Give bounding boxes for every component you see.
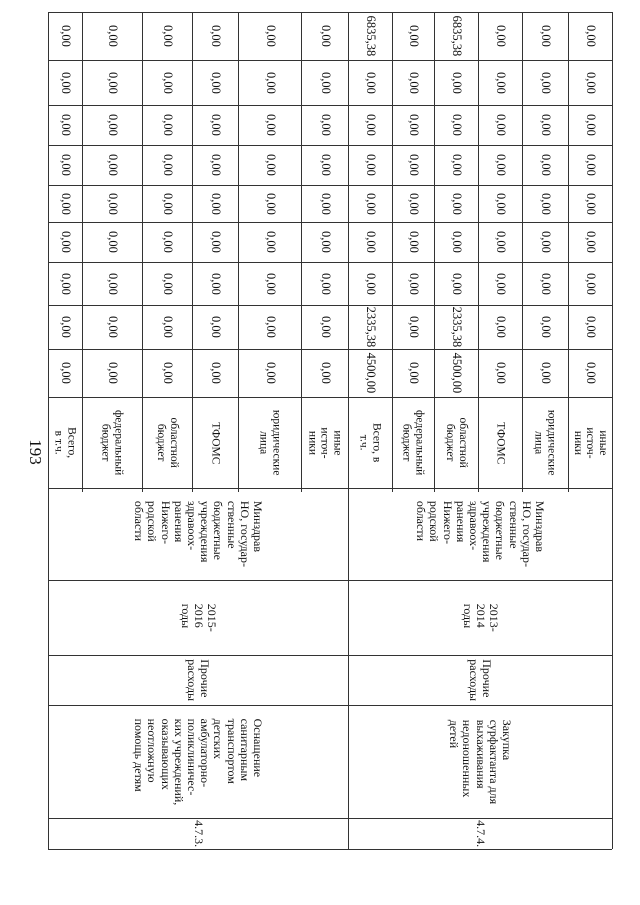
- amount-cell: 0,00: [105, 71, 120, 94]
- amount-cell: 0,00: [263, 154, 278, 176]
- amount-cell: 0,00: [208, 114, 223, 136]
- amount-cell: 0,00: [406, 316, 421, 338]
- measure-number-cell: 4.7.3.: [191, 820, 206, 847]
- amount-cell: 0,00: [363, 192, 378, 215]
- amount-cell: 0,00: [493, 362, 508, 384]
- amount-cell: 0,00: [583, 272, 598, 295]
- expense-type-cell: Прочие расходы: [466, 659, 495, 701]
- amount-cell: 0,00: [406, 71, 421, 94]
- amount-cell: 0,00: [263, 114, 278, 136]
- amount-cell: 0,00: [406, 154, 421, 176]
- amount-cell: 0,00: [493, 316, 508, 338]
- funding-source-label: Всего, в т.ч.: [358, 423, 383, 463]
- amount-cell: 0,00: [263, 71, 278, 94]
- amount-cell: 0,00: [208, 231, 223, 253]
- amount-cell: 0,00: [58, 192, 73, 215]
- amount-cell: 0,00: [105, 25, 120, 47]
- amount-cell: 0,00: [363, 114, 378, 136]
- amount-cell: 0,00: [449, 114, 464, 136]
- amount-cell: 0,00: [263, 231, 278, 253]
- amount-cell: 0,00: [208, 272, 223, 295]
- amount-cell: 0,00: [208, 192, 223, 215]
- amount-cell: 0,00: [160, 25, 175, 47]
- amount-cell: 0,00: [263, 272, 278, 295]
- amount-cell: 0,00: [493, 114, 508, 136]
- funding-source-label: юридические лица: [257, 410, 283, 476]
- amount-cell: 0,00: [318, 231, 333, 253]
- amount-cell: 0,00: [583, 71, 598, 94]
- amount-cell: 0,00: [493, 71, 508, 94]
- amount-cell: 0,00: [160, 71, 175, 94]
- amount-cell: 0,00: [58, 316, 73, 338]
- table-rule: [48, 849, 612, 850]
- amount-cell: 0,00: [538, 114, 553, 136]
- amount-cell: 0,00: [363, 272, 378, 295]
- amount-cell: 0,00: [449, 192, 464, 215]
- amount-cell: 0,00: [263, 192, 278, 215]
- amount-cell: 0,00: [263, 362, 278, 384]
- amount-cell: 0,00: [208, 71, 223, 94]
- funding-source-label: Всего, в т.ч.: [53, 427, 78, 459]
- amount-cell: 0,00: [493, 231, 508, 253]
- amount-cell: 0,00: [208, 154, 223, 176]
- amount-cell: 0,00: [58, 114, 73, 136]
- amount-cell: 0,00: [208, 316, 223, 338]
- amount-cell: 0,00: [318, 272, 333, 295]
- amount-cell: 0,00: [263, 316, 278, 338]
- amount-cell: 0,00: [363, 231, 378, 253]
- amount-cell: 0,00: [58, 272, 73, 295]
- amount-cell: 0,00: [208, 25, 223, 47]
- amount-cell: 0,00: [105, 272, 120, 295]
- amount-cell: 0,00: [318, 154, 333, 176]
- amount-cell: 2335,38: [363, 306, 378, 348]
- page-number: 193: [26, 439, 45, 465]
- amount-cell: 0,00: [538, 231, 553, 253]
- amount-cell: 6835,38: [449, 15, 464, 57]
- amount-cell: 0,00: [583, 192, 598, 215]
- measure-number-cell: 4.7.4.: [473, 820, 488, 847]
- funding-source-label: ТФОМС: [494, 421, 507, 465]
- funding-source-label: ТФОМС: [209, 421, 222, 465]
- amount-cell: 0,00: [406, 272, 421, 295]
- amount-cell: 0,00: [105, 154, 120, 176]
- amount-cell: 0,00: [583, 231, 598, 253]
- amount-cell: 0,00: [160, 231, 175, 253]
- amount-cell: 0,00: [583, 316, 598, 338]
- amount-cell: 0,00: [449, 231, 464, 253]
- executor-cell: Минздрав НО, государ- ственные бюджетные учреждения здравоох- ранения Нижего- родской области: [414, 500, 547, 568]
- amount-cell: 0,00: [583, 25, 598, 47]
- amount-cell: 0,00: [406, 362, 421, 384]
- amount-cell: 0,00: [58, 25, 73, 47]
- amount-cell: 0,00: [318, 316, 333, 338]
- amount-cell: 0,00: [406, 231, 421, 253]
- amount-cell: 0,00: [406, 114, 421, 136]
- amount-cell: 0,00: [160, 316, 175, 338]
- amount-cell: 4500,00: [363, 352, 378, 394]
- amount-cell: 0,00: [406, 192, 421, 215]
- amount-cell: 0,00: [160, 362, 175, 384]
- amount-cell: 0,00: [160, 272, 175, 295]
- amount-cell: 0,00: [363, 154, 378, 176]
- amount-cell: 0,00: [538, 192, 553, 215]
- amount-cell: 0,00: [160, 192, 175, 215]
- amount-cell: 0,00: [318, 114, 333, 136]
- amount-cell: 0,00: [105, 114, 120, 136]
- funding-source-label: иные источ- ники: [306, 427, 344, 459]
- amount-cell: 0,00: [538, 154, 553, 176]
- funding-source-label: федеральный бюджет: [401, 410, 426, 476]
- executor-cell: Минздрав НО, государ- ственные бюджетные учреждения здравоох- ранения Нижего- родской области: [132, 500, 265, 568]
- period-cell: 2015- 2016 годы: [178, 603, 219, 632]
- funding-source-label: областной бюджет: [155, 417, 180, 469]
- amount-cell: 0,00: [58, 154, 73, 176]
- amount-cell: 0,00: [318, 362, 333, 384]
- amount-cell: 2335,38: [449, 306, 464, 348]
- amount-cell: 0,00: [105, 192, 120, 215]
- amount-cell: 0,00: [58, 231, 73, 253]
- amount-cell: 0,00: [538, 25, 553, 47]
- funding-source-label: юридические лица: [533, 410, 558, 476]
- amount-cell: 0,00: [449, 154, 464, 176]
- funding-source-label: федеральный бюджет: [100, 410, 125, 476]
- amount-cell: 6835,38: [363, 15, 378, 57]
- amount-cell: 0,00: [493, 154, 508, 176]
- amount-cell: 0,00: [538, 362, 553, 384]
- amount-cell: 0,00: [538, 316, 553, 338]
- amount-cell: 0,00: [363, 71, 378, 94]
- amount-cell: 0,00: [318, 71, 333, 94]
- funding-source-label: областной бюджет: [444, 417, 469, 469]
- amount-cell: 0,00: [58, 362, 73, 384]
- period-cell: 2013- 2014 годы: [460, 603, 501, 632]
- amount-cell: 0,00: [583, 114, 598, 136]
- measure-name-cell: Оснащение санитарным транспортом детских амбулаторно- поликлиничес- ких учреждений, оказывающих неотложную помощь детям: [132, 718, 265, 805]
- amount-cell: 0,00: [449, 71, 464, 94]
- amount-cell: 0,00: [105, 231, 120, 253]
- amount-cell: 0,00: [263, 25, 278, 47]
- amount-cell: 0,00: [318, 25, 333, 47]
- amount-cell: 0,00: [160, 114, 175, 136]
- amount-cell: 0,00: [493, 272, 508, 295]
- amount-cell: 0,00: [493, 192, 508, 215]
- amount-cell: 0,00: [105, 316, 120, 338]
- amount-cell: 0,00: [318, 192, 333, 215]
- expense-type-cell: Прочие расходы: [184, 659, 213, 701]
- table-rule: [612, 12, 613, 849]
- amount-cell: 0,00: [208, 362, 223, 384]
- amount-cell: 0,00: [160, 154, 175, 176]
- funding-source-label: иные источ- ники: [571, 427, 609, 459]
- amount-cell: 0,00: [105, 362, 120, 384]
- amount-cell: 0,00: [493, 25, 508, 47]
- amount-cell: 0,00: [583, 154, 598, 176]
- amount-cell: 0,00: [449, 272, 464, 295]
- amount-cell: 0,00: [538, 272, 553, 295]
- amount-cell: 4500,00: [449, 352, 464, 394]
- amount-cell: 0,00: [583, 362, 598, 384]
- amount-cell: 0,00: [406, 25, 421, 47]
- measure-name-cell: Закупка сурфактанта для выхаживания недоношенных детей: [447, 719, 514, 804]
- amount-cell: 0,00: [538, 71, 553, 94]
- amount-cell: 0,00: [58, 71, 73, 94]
